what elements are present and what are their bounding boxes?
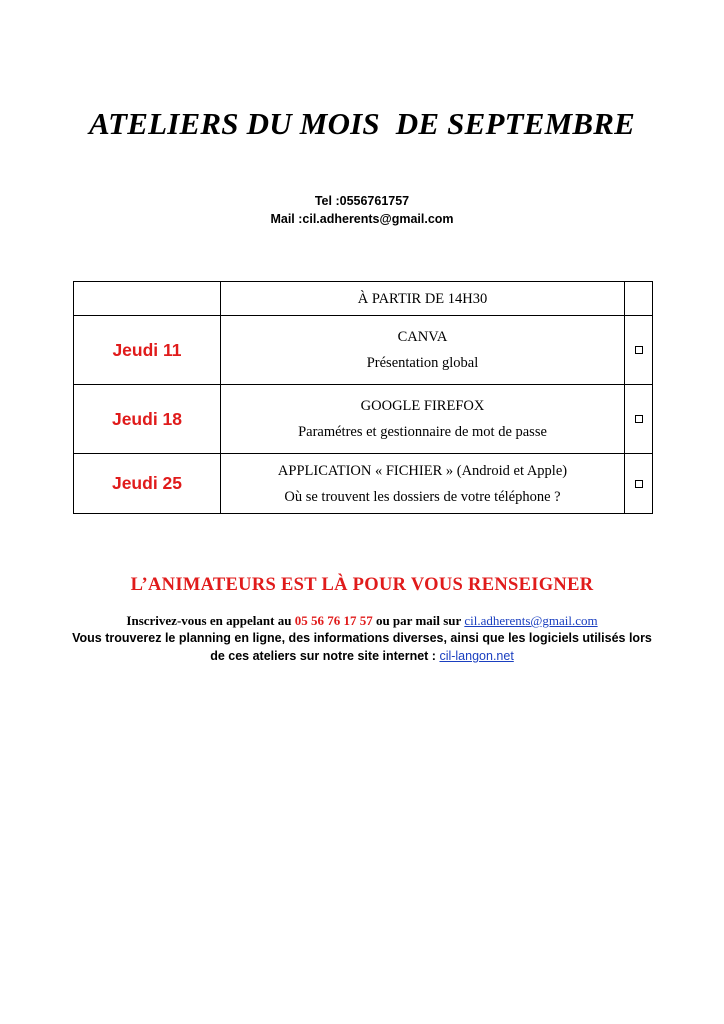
contact-block [0,192,724,228]
page-title: ATELIERS DU MOIS DE SEPTEMBRE [88,106,636,141]
info-text: de ces ateliers sur notre site internet : [210,649,440,663]
header-check-cell [625,282,653,316]
email-link[interactable]: cil.adherents@gmail.com [464,613,598,628]
info-line-3 [0,647,724,666]
info-text: ou par mail sur [372,613,465,628]
contact-tel: Tel :0556761757 [314,194,410,208]
row-description [221,316,625,385]
header-empty-cell [74,282,221,316]
contact-mail: Mail :cil.adherents@gmail.com [270,212,454,226]
info-text: Inscrivez-vous en appelant au [126,613,295,628]
website-link[interactable]: cil-langon.net [439,649,514,663]
info-block [0,612,724,666]
row-title: CANVA [397,329,448,345]
info-phone: 05 56 76 17 57 [294,613,373,628]
table-row [74,385,653,454]
row-check-cell [625,316,653,385]
row-day: Jeudi 11 [74,316,221,385]
table-row [74,316,653,385]
row-description [221,454,625,514]
checkbox[interactable] [635,346,643,354]
row-day: Jeudi 25 [74,454,221,514]
row-title: GOOGLE FIREFOX [360,398,485,414]
row-description [221,385,625,454]
info-line-2: Vous trouverez le planning en ligne, des informations diverses, ainsi que les logiciels utilisés lors [72,630,652,645]
row-subtitle: Où se trouvent les dossiers de votre téléphone ? [284,488,561,505]
checkbox[interactable] [635,415,643,423]
row-check-cell [625,454,653,514]
schedule-table [73,281,653,514]
table-header-row [74,282,653,316]
row-title: APPLICATION « FICHIER » (Android et Apple) [277,462,568,479]
table-row [74,454,653,514]
header-time: À PARTIR DE 14H30 [221,282,625,316]
checkbox[interactable] [635,480,643,488]
info-line-1 [0,612,724,630]
row-check-cell [625,385,653,454]
row-subtitle: Présentation global [366,355,479,371]
row-subtitle: Paramétres et gestionnaire de mot de passe [298,424,547,440]
row-day: Jeudi 18 [74,385,221,454]
animateur-heading: L’ANIMATEURS EST LÀ POUR VOUS RENSEIGNER [130,575,594,595]
